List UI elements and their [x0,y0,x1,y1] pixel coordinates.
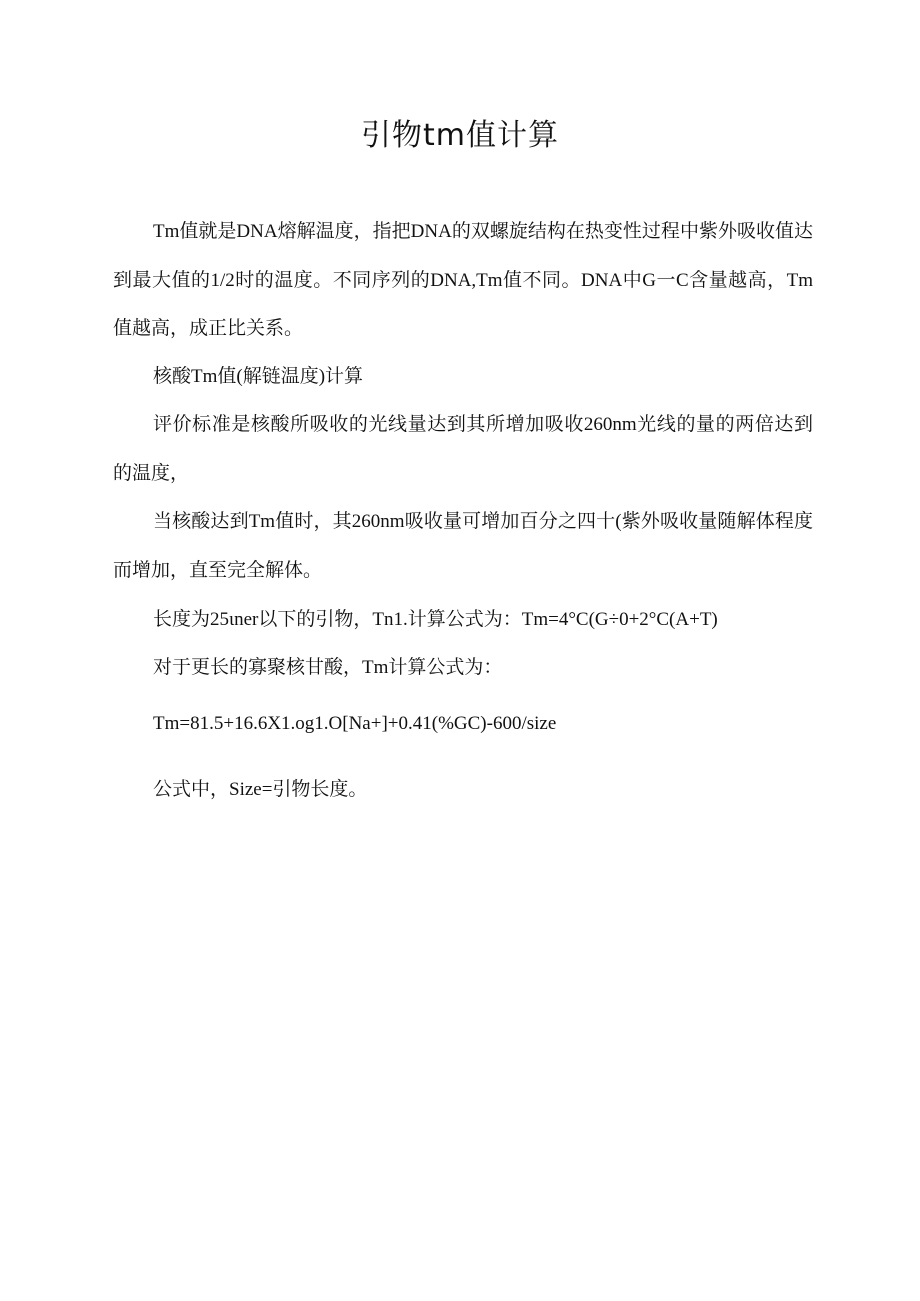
tm-long-formula: Tm=81.5+16.6X1.og1.O[Na+]+0.41(%GC)-600/size [153,713,557,734]
paragraph-long-oligo-intro: 对于更长的寡聚核甘酸，Tm计算公式为： [153,657,503,678]
paragraph-block-1 [113,208,813,354]
paragraph-block-2 [113,353,813,402]
paragraph-short-primer-formula: 长度为25ιner以下的引物，Tn1.计算公式为：Tm=4°C(G÷0+2°C(A+T) [153,609,718,630]
paragraph-section-heading: 核酸Tm值(解链温度)计算 [153,366,364,387]
paragraph-block-3 [113,401,813,498]
paragraph-block-6 [113,644,813,693]
page-title: 引物tm值计算 [361,118,559,153]
paragraph-block-4 [113,498,813,595]
paragraph-block-5 [113,596,813,645]
paragraph-absorption-increase: 当核酸达到Tm值时，其260nm吸收量可增加百分之四十(紫外吸收量随解体程度而增加，直至完全解体。 [113,511,813,581]
paragraph-evaluation-standard: 评价标准是核酸所吸收的光线量达到其所增加吸收260nm光线的量的两倍达到的温度， [113,414,813,484]
formula-note: 公式中，Size=引物长度。 [153,779,368,800]
paragraph-tm-definition: Tm值就是DNA熔解温度，指把DNA的双螺旋结构在热变性过程中紫外吸收值达到最大值的1/2时的温度。不同序列的DNA,Tm值不同。DNA中G一C含量越高，Tm值越高，成正比关系。 [113,221,813,339]
